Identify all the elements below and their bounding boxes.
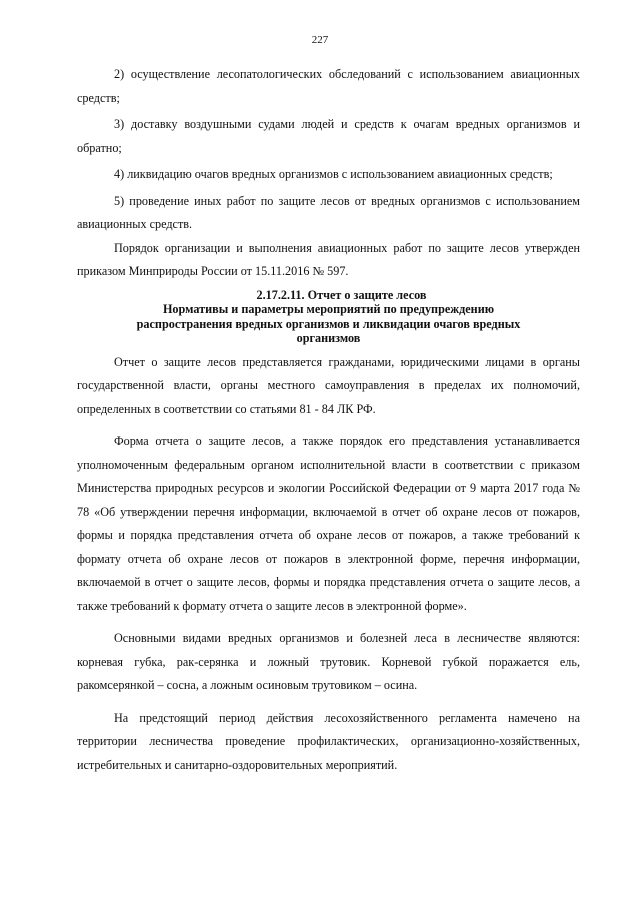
paragraph-pest-types: Основными видами вредных организмов и болезней леса в лесничестве являются: корневая губка, рак-серянка и ложный трутовик. Корневой губкой поражается ель, ракомсерянкой – сосна, а ложным осиновым трутовиком – осина. <box>77 631 580 692</box>
section-title: 2.17.2.11. Отчет о защите лесов <box>256 287 427 302</box>
page-number: 227 <box>311 34 329 46</box>
paragraph-report-form: Форма отчета о защите лесов, а также порядок его представления устанавливается уполномоченным федеральным органом исполнительной власти в соответствии с приказом Министерства природных ресурсов и экологии Российской Федерации от 9 марта 2017 года № 78 «Об утверждении перечня информации, включаемой в отчет об охране лесов от пожаров, формы и порядка представления отчета об охране лесов от пожаров, а также требований к формату отчета об охране лесов от пожаров в электронной форме, перечня информации, включаемой в отчет о защите лесов, формы и порядка представления отчета о защите лесов, а также требований к формату отчета о защите лесов в электронной форме». <box>77 434 580 613</box>
section-subtitle-line-2: распространения вредных организмов и ликвидации очагов вредных <box>136 316 521 331</box>
list-item-other-works: 5) проведение иных работ по защите лесов от вредных организмов с использованием авиационных средств. <box>77 193 580 231</box>
paragraph-aviation-order: Порядок организации и выполнения авиационных работ по защите лесов утвержден приказом Минприроды России от 15.11.2016 № 597. <box>77 240 580 278</box>
paragraph-report-submission: Отчет о защите лесов представляется гражданами, юридическими лицами в органы государственной власти, органы местного самоуправления в пределах их полномочий, определенных в соответствии со статьями 81 - 84 ЛК РФ. <box>77 354 580 416</box>
section-subtitle-line-3: организмов <box>296 331 361 345</box>
list-item-air-delivery: 3) доставку воздушными судами людей и средств к очагам вредных организмов и обратно; <box>77 117 580 155</box>
section-subtitle-line-1: Нормативы и параметры мероприятий по предупреждению <box>162 302 495 316</box>
list-item-pest-elimination: 4) ликвидацию очагов вредных организмов с использованием авиационных средств; <box>114 167 553 181</box>
list-item-aviation-surveys: 2) осуществление лесопатологических обследований с использованием авиационных средств; <box>77 67 580 105</box>
page-content <box>77 63 580 777</box>
paragraph-planned-measures: На предстоящий период действия лесохозяйственного регламента намечено на территории лесничества проведение профилактических, организационно-хозяйственных, истребительных и санитарно-оздоровительных мероприятий. <box>77 710 580 772</box>
section-heading <box>77 288 580 346</box>
